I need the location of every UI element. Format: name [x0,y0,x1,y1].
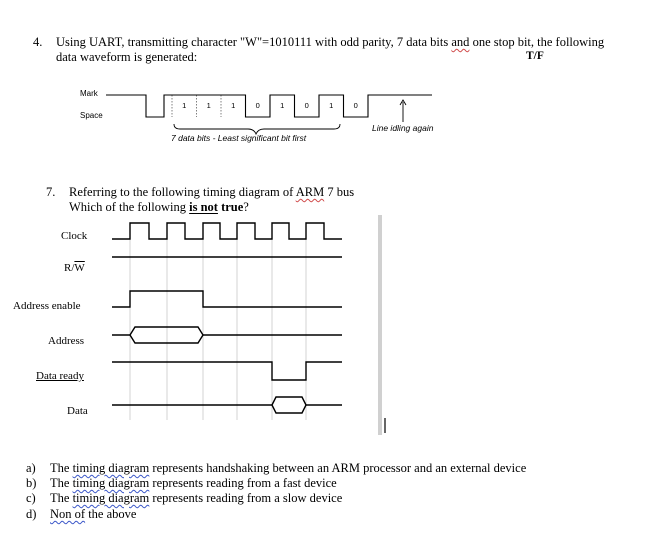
address-bus-valid [130,327,203,343]
q7-true: true [221,200,244,214]
uart-bit-label: 0 [353,101,358,110]
uart-idle-label: Line idling again [372,123,434,133]
uart-space-label: Space [80,111,103,120]
q4-number: 4. [33,35,43,49]
uart-bit-label: 1 [206,101,211,110]
option-d-text: the above [85,507,137,521]
timing-label-clock: Clock [61,230,88,242]
option-d[interactable] [26,507,136,522]
option-c-text: represents reading from a slow device [149,491,343,505]
q4-line1-b: one stop bit, the following [469,35,605,49]
option-a-text: represents handshaking between an ARM processor and an external device [149,461,527,475]
uart-bit-label: 1 [280,101,285,110]
q4-line2: data waveform is generated: [56,50,198,64]
timing-right-border [378,215,382,435]
uart-bit-label: 0 [304,101,309,110]
q4-tf: T/F [526,50,544,62]
clock-signal [112,223,342,239]
option-c[interactable] [26,491,342,506]
timing-label-data-ready: Data ready [36,370,84,382]
option-b-text: represents reading from a fast device [149,476,337,490]
option-c-underlined: timing diagram [72,491,150,505]
option-c-letter: c) [26,491,36,505]
uart-brace-label: 7 data bits - Least significant bit first [171,133,307,143]
option-c-pre: The [50,491,73,505]
option-b[interactable] [26,476,337,491]
option-d-letter: d) [26,507,37,521]
uart-bit-label: 1 [231,101,236,110]
q7-line1-b: 7 bus [324,185,355,199]
timing-label-data: Data [67,405,88,417]
timing-label-address-enable: Address enable [13,300,81,312]
q7-line2-a: Which of the following [69,200,190,214]
q7-arm-word: ARM [295,185,325,199]
rw-w-bar: $\overline{W}$ [74,262,85,274]
option-b-letter: b) [26,476,37,490]
uart-mark-label: Mark [80,89,98,98]
uart-bit-label: 0 [255,101,260,110]
timing-gridlines [130,222,306,420]
q7-line1-a: Referring to the following timing diagram of [69,185,296,199]
q4-line1-a: Using UART, transmitting character "W"=1010111 with odd parity, 7 data bits [56,35,452,49]
option-a-pre: The [50,461,73,475]
option-b-pre: The [50,476,73,490]
option-b-underlined: timing diagram [72,476,150,490]
option-a-underlined: timing diagram [72,461,150,475]
uart-bit-label: 1 [182,101,187,110]
rw-r: R/ [64,262,75,274]
address-enable-signal [112,291,342,307]
q7-is-not: is not [189,200,218,214]
timing-label-address: Address [48,335,85,347]
option-a-letter: a) [26,461,36,475]
option-a[interactable] [26,461,526,476]
q7-number: 7. [46,185,56,199]
option-d-underlined: Non of [50,507,86,521]
q4-and-word: and [451,35,470,49]
data-bus-valid [272,397,306,413]
q7-qmark: ? [243,200,249,214]
data-ready-signal [112,362,342,380]
uart-bit-label: 1 [329,101,334,110]
